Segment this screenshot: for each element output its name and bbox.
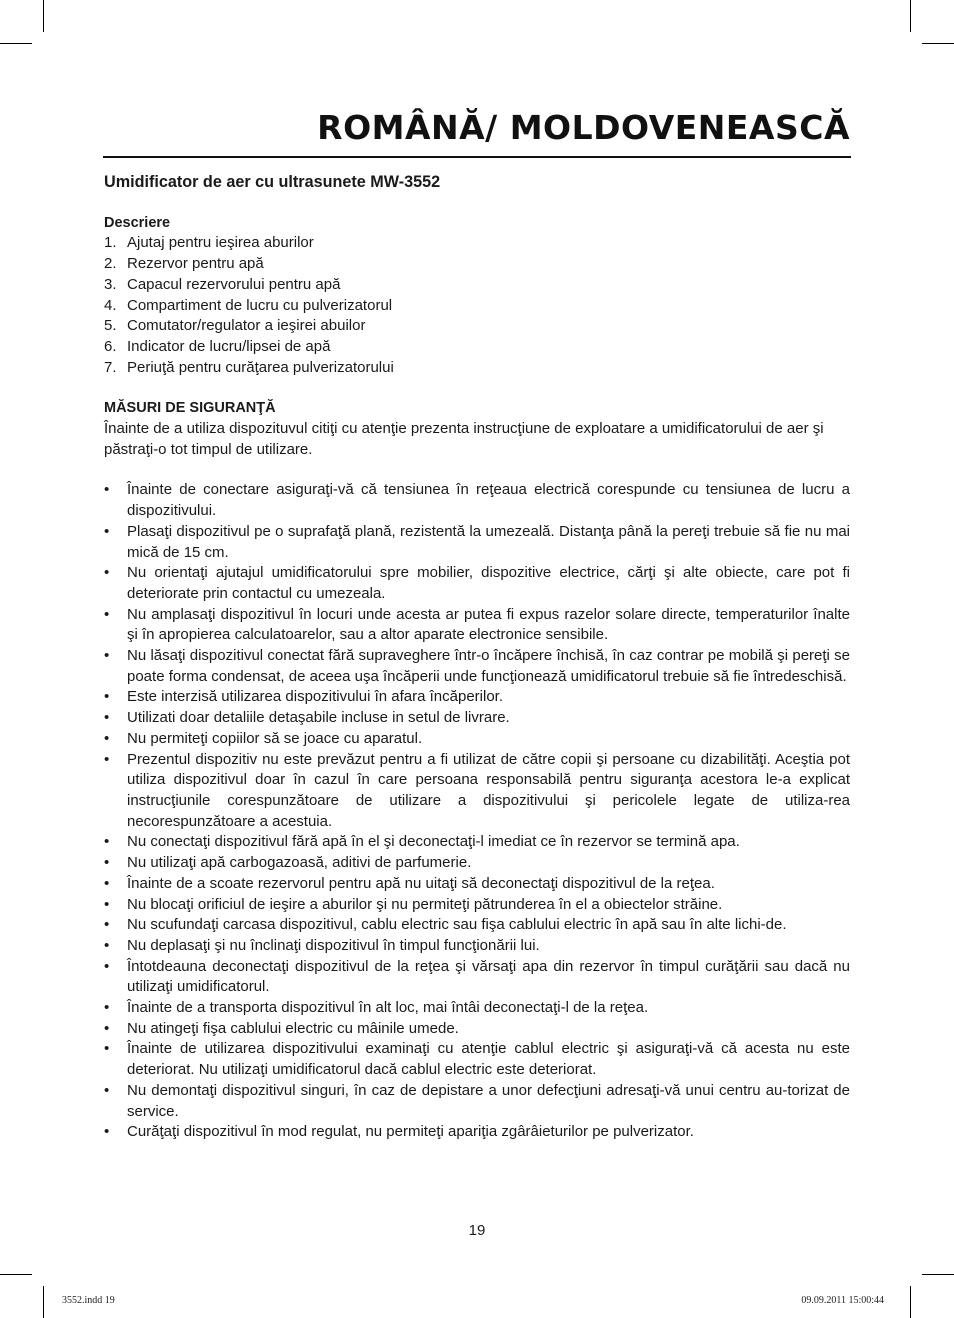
page-number: 19: [468, 1222, 486, 1239]
safety-intro: Înainte de a utiliza dispozituvul citiţi cu atenţie prezenta instrucţiune de exploatare a umidificatorului de aer şi păstraţi-o tot timpul de utilizare.: [104, 420, 824, 458]
list-item: • Nu atingeţi fişa cablului electric cu mâinile umede.: [104, 1019, 850, 1040]
list-item: • Nu permiteţi copiilor să se joace cu aparatul.: [104, 729, 850, 750]
page-title: ROMÂNĂ/ MOLDOVENEASCĂ: [317, 108, 850, 147]
list-item: • Utilizati doar detaliile detaşabile incluse in setul de livrare.: [104, 708, 850, 729]
list-item: 2. Rezervor pentru apă: [104, 255, 264, 273]
list-item: • Nu utilizaţi apă carbogazoasă, aditivi de parfumerie.: [104, 853, 850, 874]
list-item: • Nu orientaţi ajutajul umidificatorului spre mobilier, dispozitive electrice, cărţi şi alte obiecte, care pot fi deteriorate prin contactul cu umezeala.: [104, 563, 850, 604]
list-item: 4. Compartiment de lucru cu pulverizatorul: [104, 296, 393, 314]
list-item: • Nu deplasaţi şi nu înclinaţi dispozitivul în timpul funcţionării lui.: [104, 936, 850, 957]
description-heading: Descriere: [104, 214, 171, 231]
crop-mark: [910, 0, 911, 32]
list-item: • Nu conectaţi dispozitivul fără apă în el şi deconectaţi-l imediat ce în rezervor se termină apa.: [104, 832, 850, 853]
list-item: • Prezentul dispozitiv nu este prevăzut pentru a fi utilizat de către copii şi persoane cu dizabilităţi. Aceştia pot utiliza dispozitivul doar în cazul în care persoana responsabilă pentru siguranţa acestora le-a explicat instrucţiunile corespunzătoare de utilizare a dispozitivului şi pericolele legate de utiliza-rea necorespunzătoare a acestuia.: [104, 750, 850, 833]
safety-list: [104, 480, 850, 1143]
crop-mark: [922, 1274, 954, 1275]
crop-mark: [43, 1286, 44, 1318]
list-item: • Nu lăsaţi dispozitivul conectat fără supraveghere într-o încăpere închisă, în caz contrar pe mobilă şi pereţi se poate forma condensat, de aceea uşa încăperii unde funcţionează umidificatorul trebuie să fie întredeschisă.: [104, 646, 850, 687]
list-item: • Nu scufundaţi carcasa dispozitivul, cablu electric sau fişa cablului electric în apă sau în alte lichi-de.: [104, 915, 850, 936]
list-item: • Nu blocaţi orificiul de ieşire a aburilor şi nu permiteţi pătrunderea în el a obiectelor străine.: [104, 895, 850, 916]
list-item: • Curăţaţi dispozitivul în mod regulat, nu permiteţi apariţia zgârâieturilor pe pulverizator.: [104, 1122, 850, 1143]
list-item: • Înainte de a transporta dispozitivul în alt loc, mai întâi deconectaţi-l de la reţea.: [104, 998, 850, 1019]
list-item: 5. Comutator/regulator a ieşirei abuilor: [104, 317, 366, 335]
product-heading: Umidificator de aer cu ultrasunete MW-3552: [104, 173, 441, 191]
list-item: • Nu amplasaţi dispozitivul în locuri unde acesta ar putea fi expus razelor solare directe, temperaturilor înalte şi în apropierea calculatoarelor, sau a altor aparate electronice sensibile.: [104, 605, 850, 646]
list-item: • Întotdeauna deconectaţi dispozitivul de la reţea şi vărsaţi apa din rezervor în timpul curăţării sau dacă nu utilizaţi umidificatorul.: [104, 957, 850, 998]
list-item: • Înainte de a scoate rezervorul pentru apă nu uitaţi să deconectaţi dispozitivul de la reţea.: [104, 874, 850, 895]
list-item: 7. Periuţă pentru curăţarea pulverizatorului: [104, 358, 394, 376]
list-item: 6. Indicator de lucru/lipsei de apă: [104, 337, 331, 355]
crop-mark: [43, 0, 44, 32]
safety-heading: MĂSURI DE SIGURANŢĂ: [104, 400, 276, 417]
crop-mark: [910, 1286, 911, 1318]
list-item: 3. Capacul rezervorului pentru apă: [104, 275, 341, 293]
list-item: • Înainte de utilizarea dispozitivului examinaţi cu atenţie cablul electric şi asiguraţi-vă că acesta nu este deteriorat. Nu utilizaţi umidificatorul dacă cablul electric este deteriorat.: [104, 1039, 850, 1080]
crop-mark: [0, 1274, 32, 1275]
list-item: • Este interzisă utilizarea dispozitivului în afara încăperilor.: [104, 687, 850, 708]
crop-mark: [0, 43, 32, 44]
list-item: • Înainte de conectare asiguraţi-vă că tensiunea în reţeaua electrică corespunde cu tensiunea de lucru a dispozitivului.: [104, 480, 850, 521]
crop-mark: [922, 43, 954, 44]
footer-date-slug: 09.09.2011 15:00:44: [801, 1295, 884, 1306]
description-list: [104, 233, 850, 378]
footer-file-slug: 3552.indd 19: [62, 1295, 115, 1306]
document-body: [104, 172, 850, 1143]
title-rule: [103, 156, 851, 158]
list-item: • Nu demontaţi dispozitivul singuri, în caz de depistare a unor defecţiuni adresaţi-vă unui centru au-torizat de service.: [104, 1081, 850, 1122]
list-item: 1. Ajutaj pentru ieşirea aburilor: [104, 234, 314, 252]
list-item: • Plasaţi dispozitivul pe o suprafaţă plană, rezistentă la umezeală. Distanţa până la pereţi trebuie să fie nu mai mică de 15 cm.: [104, 522, 850, 563]
